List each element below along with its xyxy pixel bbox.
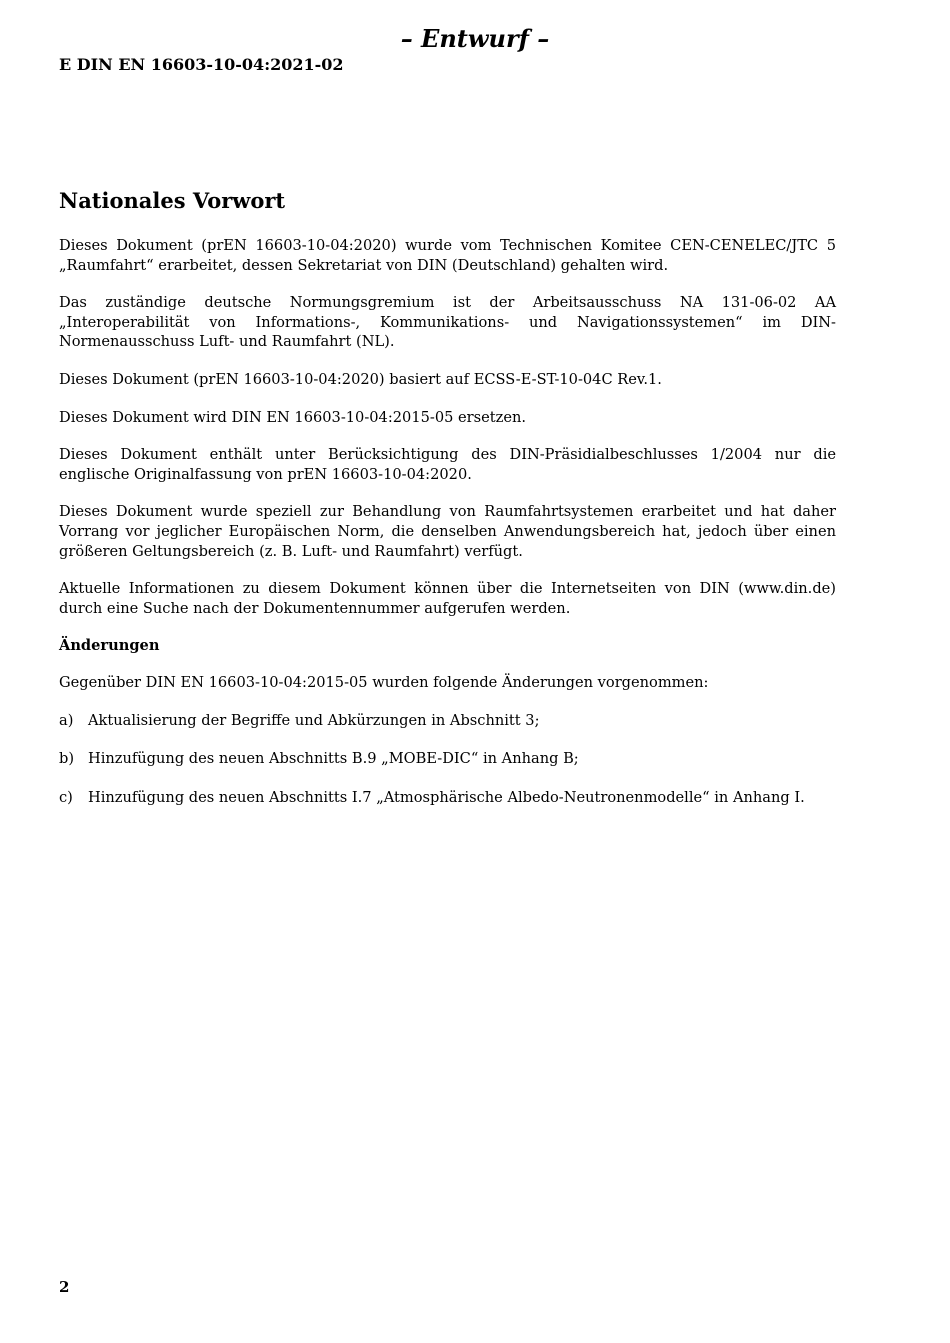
document-id: E DIN EN 16603-10-04:2021-02 xyxy=(59,55,344,74)
paragraph-precedence: Dieses Dokument wurde speziell zur Behandlung von Raumfahrtsystemen erarbeitet und hat daher Vorrang vor jeglicher Europäischen Norm, die denselben Anwendungsbereich hat, jedoch über einen größeren Geltungsbereich (z. B. Luft- und Raumfahrt) verfügt. xyxy=(59,503,836,560)
paragraph-language: Dieses Dokument enthält unter Berücksichtigung des DIN-Präsidialbeschlusses 1/2004 nur die englische Originalfassung von prEN 16603-10-04:2020. xyxy=(59,446,836,483)
list-item xyxy=(59,788,836,808)
list-marker: b) xyxy=(59,750,75,768)
page-number: 2 xyxy=(59,1278,70,1296)
paragraph-basis: Dieses Dokument (prEN 16603-10-04:2020) basiert auf ECSS-E-ST-10-04C Rev.1. xyxy=(59,370,662,388)
paragraph-replaces: Dieses Dokument wird DIN EN 16603-10-04:2015-05 ersetzen. xyxy=(59,408,527,426)
document-body xyxy=(59,186,836,826)
list-item-text: Aktualisierung der Begriffe und Abkürzungen in Abschnitt 3; xyxy=(88,711,540,729)
list-marker: a) xyxy=(59,711,74,729)
paragraph-information: Aktuelle Informationen zu diesem Dokument können über die Internetseiten von DIN (www.din.de) durch eine Suche nach der Dokumentennummer aufgerufen werden. xyxy=(59,580,836,617)
changes-intro: Gegenüber DIN EN 16603-10-04:2015-05 wurden folgende Änderungen vorgenommen: xyxy=(59,673,709,691)
draft-mark: – Entwurf – xyxy=(400,24,550,53)
list-item xyxy=(59,749,836,769)
list-item-text: Hinzufügung des neuen Abschnitts I.7 „Atmosphärische Albedo-Neutronenmodelle“ in Anhang I. xyxy=(88,788,805,806)
changes-heading: Änderungen xyxy=(59,637,160,655)
paragraph-standards-body: Das zuständige deutsche Normungsgremium ist der Arbeitsausschuss NA 131-06-02 AA „Interoperabilität von Informations-, Kommunikations- und Navigationssystemen“ im DIN-Normenausschuss Luft- und Raumfahrt (NL). xyxy=(59,294,836,351)
list-item xyxy=(59,711,836,731)
paragraph-committee: Dieses Dokument (prEN 16603-10-04:2020) wurde vom Technischen Komitee CEN-CENELEC/JTC 5 „Raumfahrt“ erarbeitet, dessen Sekretariat von DIN (Deutschland) gehalten wird. xyxy=(59,237,836,274)
section-title: Nationales Vorwort xyxy=(59,188,286,213)
list-item-text: Hinzufügung des neuen Abschnitts B.9 „MOBE-DIC“ in Anhang B; xyxy=(88,750,579,768)
list-marker: c) xyxy=(59,788,73,806)
